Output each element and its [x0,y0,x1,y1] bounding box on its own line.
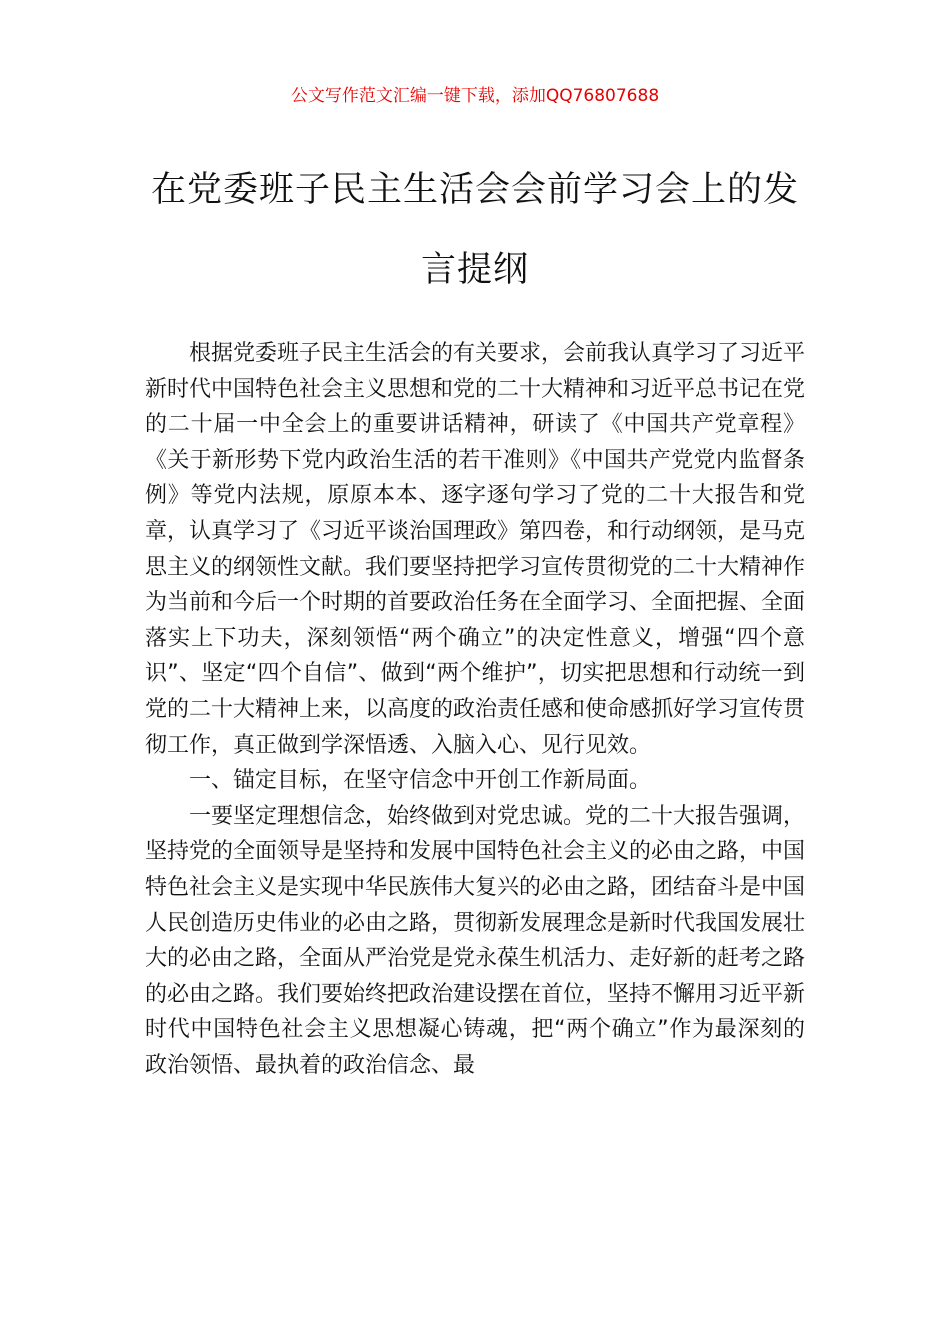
paragraph-section-1-point-1: 一要坚定理想信念，始终做到对党忠诚。党的二十大报告强调，坚持党的全面领导是坚持和发展中国特色社会主义的必由之路，中国特色社会主义是实现中华民族伟大复兴的必由之路，团结奋斗是中国人民创造历史伟业的必由之路，贯彻新发展理念是新时代我国发展壮大的必由之路，全面从严治党是党永葆生机活力、走好新的赶考之路的必由之路。我们要始终把政治建设摆在首位，坚持不懈用习近平新时代中国特色社会主义思想凝心铸魂，把“两个确立”作为最深刻的政治领悟、最执着的政治信念、最 [145,803,806,1078]
document-body [145,336,805,1083]
header-download-note: 公文写作范文汇编一键下载，添加QQ76807688 [290,86,660,106]
document-title: 在党委班子民主生活会会前学习会上的发言提纲 [150,170,799,290]
section-heading-1: 一、锚定目标，在坚守信念中开创工作新局面。 [189,768,652,794]
paragraph-intro: 根据党委班子民主生活会的有关要求，会前我认真学习了习近平新时代中国特色社会主义思想和党的二十大精神和习近平总书记在党的二十届一中全会上的重要讲话精神，研读了《中国共产党章程》《关于新形势下党内政治生活的若干准则》《中国共产党党内监督条例》等党内法规，原原本本、逐字逐句学习了党的二十大报告和党章，认真学习了《习近平谈治国理政》第四卷，和行动纲领，是马克思主义的纲领性文献。我们要坚持把学习宣传贯彻党的二十大精神作为当前和今后一个时期的首要政治任务在全面学习、全面把握、全面落实上下功夫，深刻领悟“两个确立”的决定性意义，增强“四个意识”、坚定“四个自信”、做到“两个维护”，切实把思想和行动统一到党的二十大精神上来，以高度的政治责任感和使命感抓好学习宣传贯彻工作，真正做到学深悟透、入脑入心、见行见效。 [145,341,806,758]
